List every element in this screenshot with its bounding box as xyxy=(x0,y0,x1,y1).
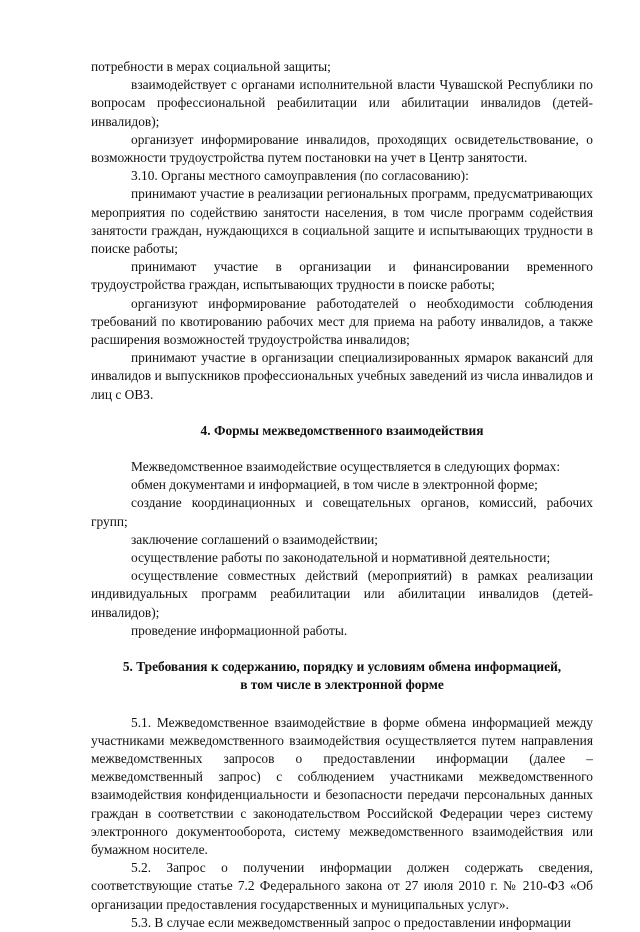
paragraph: осуществление совместных действий (мероприятий) в рамках реализации индивидуальных программ реабилитации или абилитации инвалидов (детей-инвалидов); xyxy=(91,568,593,620)
paragraph: заключение соглашений о взаимодействии; xyxy=(131,531,379,547)
paragraph: взаимодействует с органами исполнительной власти Чувашской Республики по вопросам профессиональной реабилитации или абилитации инвалидов (детей-инвалидов); xyxy=(91,77,593,129)
section-5-body xyxy=(91,714,593,932)
paragraph: 3.10. Органы местного самоуправления (по согласованию): xyxy=(131,168,469,184)
spacer xyxy=(91,640,593,658)
paragraph: 5.2. Запрос о получении информации должен содержать сведения, соответствующие статье 7.2 Федерального закона от 27 июля 2010 г. № 210-ФЗ «Об организации предоставления государственных и муниципальных услуг». xyxy=(91,860,593,912)
paragraph: осуществление работы по законодательной и нормативной деятельности; xyxy=(131,550,551,566)
paragraph: Межведомственное взаимодействие осуществляется в следующих формах: xyxy=(131,459,561,475)
section-4-heading: 4. Формы межведомственного взаимодействия xyxy=(200,422,484,438)
spacer xyxy=(91,440,593,458)
document-body xyxy=(91,58,593,932)
paragraph: принимают участие в организации и финансировании временного трудоустройства граждан, испытывающих трудности в поиске работы; xyxy=(91,259,593,293)
paragraph: потребности в мерах социальной защиты; xyxy=(91,59,331,74)
spacer xyxy=(91,404,593,422)
paragraph: проведение информационной работы. xyxy=(131,622,348,638)
section-5-heading-line-2: в том числе в электронной форме xyxy=(240,677,444,693)
paragraph: организуют информирование работодателей о необходимости соблюдения требований по квотированию рабочих мест для приема на работу инвалидов, а также расширения возможностей трудоустройства инвалидов; xyxy=(91,295,593,348)
paragraph: 5.1. Межведомственное взаимодействие в форме обмена информацией между участниками межведомственного взаимодействия осуществляется путем направления межведомственных запросов о предоставлении информации (далее – межведомственный запрос) с соблюдением участниками межведомственного взаимодействия конфиденциальности и безопасности передачи персональных данных граждан в соответствии с законодательством Российской Федерации через систему электронного документооборота, систему межведомственного взаимодействия или бумажном носителе. xyxy=(91,714,593,857)
paragraph: принимают участие в реализации региональных программ, предусматривающих мероприятия по содействию занятости населения, в том числе программ содействия занятости граждан, нуждающихся в социальной защите и испытывающих трудности в поиске работы; xyxy=(91,186,593,257)
paragraph: принимают участие в организации специализированных ярмарок вакансий для инвалидов и выпускников профессиональных учебных заведений из числа инвалидов и лиц с ОВЗ. xyxy=(91,350,593,402)
section-5-heading-line-1: 5. Требования к содержанию, порядку и условиям обмена информацией, xyxy=(122,659,562,675)
paragraph: обмен документами и информацией, в том числе в электронной форме; xyxy=(131,477,538,493)
paragraph: организует информирование инвалидов, проходящих освидетельствование, о возможности трудоустройства путем постановки на учет в Центр занятости. xyxy=(91,131,593,166)
paragraph: 5.3. В случае если межведомственный запрос о предоставлении информации xyxy=(131,914,571,930)
section-4-body xyxy=(91,458,593,640)
section-3-tail xyxy=(91,58,593,404)
section-5-heading xyxy=(91,658,593,694)
spacer xyxy=(91,695,593,714)
paragraph: создание координационных и совещательных органов, комиссий, рабочих групп; xyxy=(91,495,593,529)
